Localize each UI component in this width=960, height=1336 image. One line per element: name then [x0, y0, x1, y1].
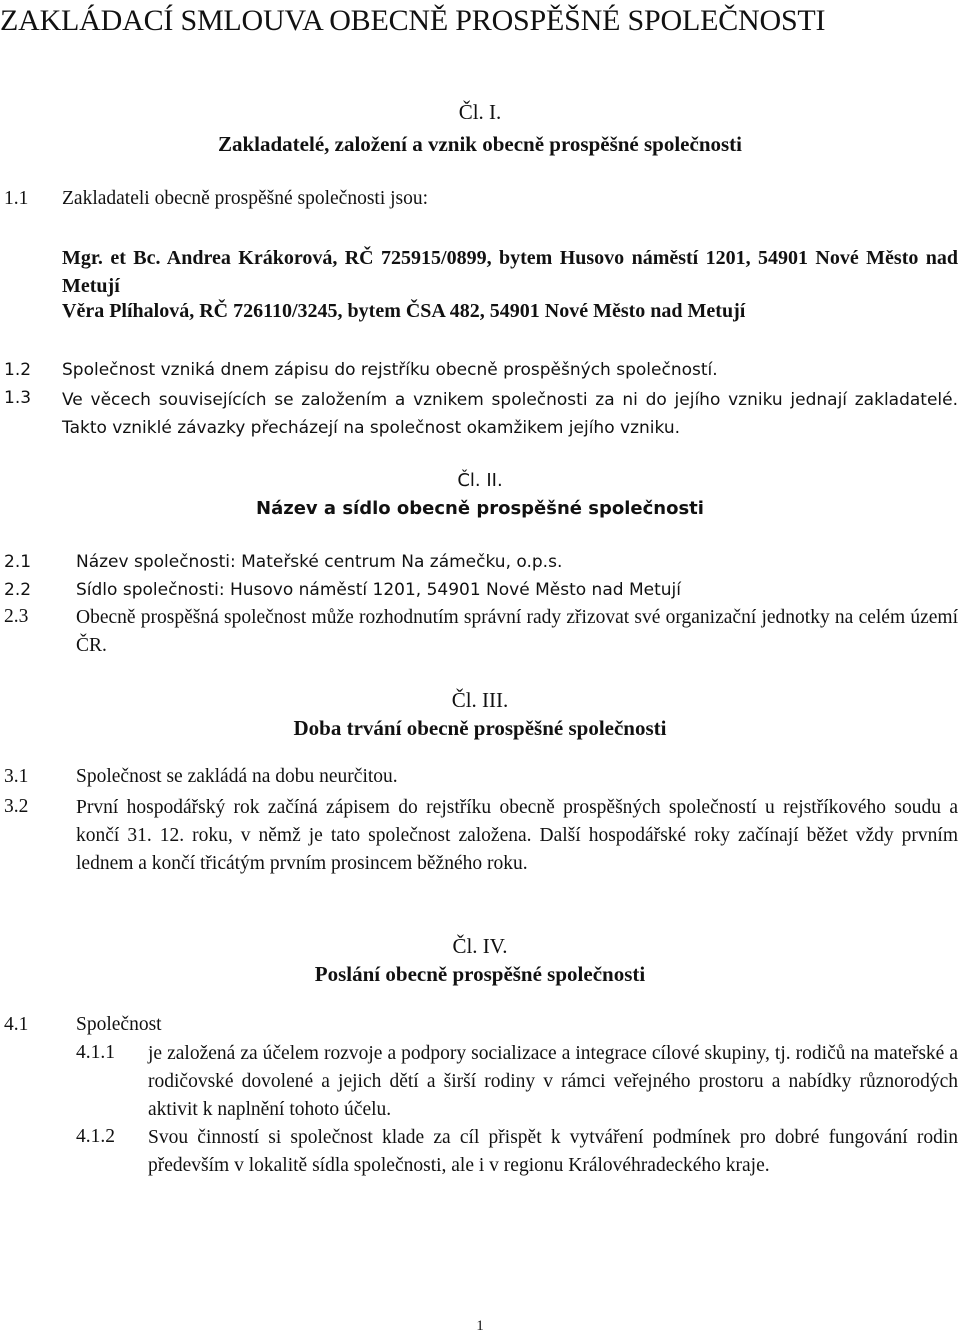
- clause-2-3-text: Obecně prospěšná společnost může rozhodnutím správní rady zřizovat své organizační jednotky na celém území ČR.: [76, 607, 958, 656]
- clause-2-2-number: 2.2: [4, 580, 32, 600]
- article-1-title: Zakladatelé, založení a vznik obecně prospěšné společnosti: [217, 132, 743, 156]
- clause-1-3-number: 1.3: [4, 388, 32, 408]
- founder-2: Věra Plíhalová, RČ 726110/3245, bytem ČSA 482, 54901 Nové Město nad Metují: [62, 300, 746, 322]
- clause-3-1-text: Společnost se zakládá na dobu neurčitou.: [76, 766, 398, 787]
- clause-3-2-text: První hospodářský rok začíná zápisem do rejstříku obecně prospěšných společností u rejstříkového soudu a končí 31. 12. roku, v němž je tato společnost založena. Další hospodářské roky začínají běžet vždy prvním lednem a končí třicátým prvním prosincem běžného roku.: [76, 797, 958, 874]
- article-3-title: Doba trvání obecně prospěšné společnosti: [293, 716, 667, 740]
- clause-4-1-text: Společnost: [76, 1014, 162, 1035]
- clause-4-1-1-number: 4.1.1: [76, 1042, 115, 1063]
- clause-2-1-text: Název společnosti: Mateřské centrum Na zámečku, o.p.s.: [76, 552, 563, 572]
- clause-4-1-2-text: Svou činností si společnost klade za cíl přispět k vytváření podmínek pro dobré fungování rodin především v lokalitě sídla společnosti, ale i v regionu Královéhradeckého kraje.: [148, 1127, 958, 1176]
- founder-1: Mgr. et Bc. Andrea Krákorová, RČ 725915/0899, bytem Husovo náměstí 1201, 54901 Nové Město nad Metují: [62, 247, 958, 297]
- clause-4-1-1-text: je založená za účelem rozvoje a podpory socializace a integrace cílové skupiny, tj. rodičů na mateřské a rodičovské dovolené a jejich dětí a širší rodiny v rámci veřejného prostoru a nabídky různorodých aktivit k naplnění tohoto účelu.: [148, 1043, 958, 1120]
- clause-4-1-2-number: 4.1.2: [76, 1126, 115, 1147]
- clause-3-2-number: 3.2: [4, 796, 29, 817]
- clause-2-2-text: Sídlo společnosti: Husovo náměstí 1201, 54901 Nové Město nad Metují: [76, 580, 681, 600]
- page-number: 1: [476, 1318, 484, 1334]
- article-2-title: Název a sídlo obecně prospěšné společnosti: [256, 498, 704, 519]
- clause-1-2-number: 1.2: [4, 360, 32, 380]
- clause-2-3-number: 2.3: [4, 606, 29, 627]
- article-2-number: Čl. II.: [457, 470, 503, 491]
- clause-1-1-number: 1.1: [4, 188, 29, 209]
- clause-1-3-text: Ve věcech souvisejících se založením a vznikem společnosti za ni do jejího vzniku jednají zakladatelé. Takto vzniklé závazky přecházejí na společnost okamžikem jejího vzniku.: [62, 390, 958, 438]
- article-3-number: Čl. III.: [451, 688, 509, 712]
- article-4-title: Poslání obecně prospěšné společnosti: [314, 962, 646, 986]
- clause-4-1-number: 4.1: [4, 1014, 29, 1035]
- clause-3-1-number: 3.1: [4, 766, 29, 787]
- article-1-number: Čl. I.: [458, 100, 502, 124]
- clause-1-2-text: Společnost vzniká dnem zápisu do rejstříku obecně prospěšných společností.: [62, 360, 718, 380]
- article-4-number: Čl. IV.: [452, 934, 508, 958]
- document-title: ZAKLÁDACÍ SMLOUVA OBECNĚ PROSPĚŠNÉ SPOLEČNOSTI: [0, 4, 826, 37]
- clause-2-1-number: 2.1: [4, 552, 32, 572]
- clause-1-1-text: Zakladateli obecně prospěšné společnosti jsou:: [62, 188, 429, 209]
